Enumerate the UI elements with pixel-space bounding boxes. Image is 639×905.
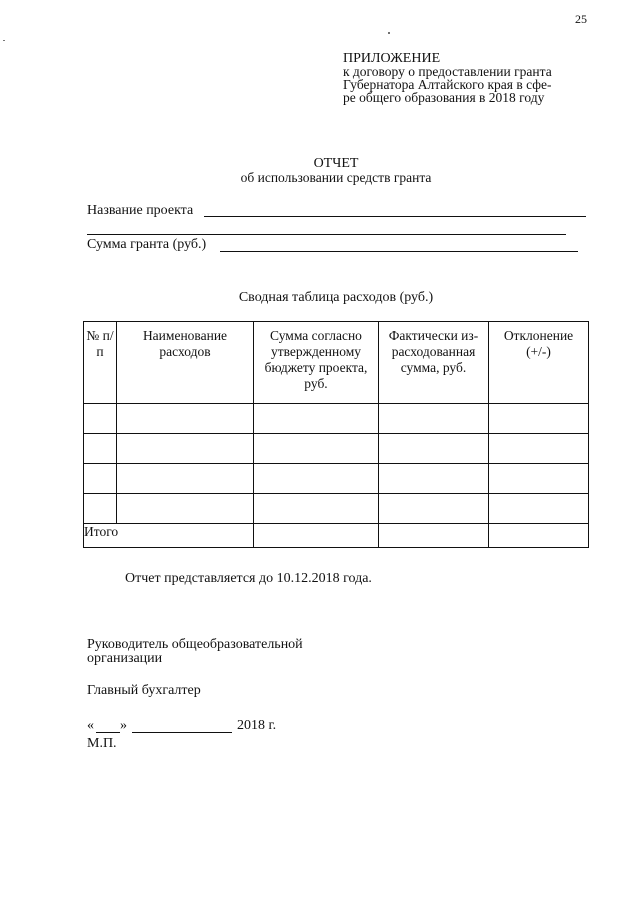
project-name-field[interactable] <box>204 216 586 217</box>
head-title-line: Руководитель общеобразовательной <box>87 637 303 652</box>
table-cell[interactable] <box>84 404 117 434</box>
total-actual-cell[interactable] <box>379 524 489 548</box>
table-cell[interactable] <box>254 434 379 464</box>
table-row <box>84 434 589 464</box>
head-title-line: организации <box>87 651 163 666</box>
table-cell[interactable] <box>254 404 379 434</box>
table-cell[interactable] <box>489 434 589 464</box>
table-cell[interactable] <box>84 494 117 524</box>
head-signature-label <box>87 638 303 666</box>
col-header-expense-name: Наименование расходов <box>117 322 254 404</box>
table-cell[interactable] <box>117 404 254 434</box>
report-subtitle: об использовании средств гранта <box>240 170 432 185</box>
table-cell[interactable] <box>117 464 254 494</box>
table-cell[interactable] <box>117 494 254 524</box>
date-day-field[interactable] <box>96 732 120 733</box>
table-cell[interactable] <box>379 434 489 464</box>
table-total-row <box>84 524 589 548</box>
project-name-label: Название проекта <box>87 203 194 218</box>
date-close-quote: » <box>120 718 127 733</box>
appendix-line: Губернатора Алтайского края в сфе- <box>343 77 552 92</box>
col-header-budget-amount: Сумма согласно утвержденному бюджету проекта, руб. <box>254 322 379 404</box>
appendix-line: к договору о предоставлении гранта <box>343 64 552 79</box>
page-number: 25 <box>575 12 587 26</box>
appendix-heading: ПРИЛОЖЕНИЕ <box>343 51 441 66</box>
date-year: 2018 г. <box>237 718 277 733</box>
table-cell[interactable] <box>254 494 379 524</box>
total-budget-cell[interactable] <box>254 524 379 548</box>
stamp-placeholder: М.П. <box>87 736 117 751</box>
table-cell[interactable] <box>117 434 254 464</box>
table-cell[interactable] <box>489 494 589 524</box>
report-title: ОТЧЕТ <box>313 156 359 171</box>
table-row <box>84 464 589 494</box>
table-header-row <box>84 322 589 404</box>
table-cell[interactable] <box>379 404 489 434</box>
date-open-quote: « <box>87 718 94 733</box>
expenses-table <box>83 321 589 548</box>
deadline-note: Отчет представляется до 10.12.2018 года. <box>125 571 372 586</box>
table-cell[interactable] <box>379 494 489 524</box>
appendix-line: ре общего образования в 2018 году <box>343 90 545 105</box>
table-cell[interactable] <box>84 464 117 494</box>
table-cell[interactable] <box>379 464 489 494</box>
date-month-field[interactable] <box>132 732 232 733</box>
table-cell[interactable] <box>489 404 589 434</box>
accountant-signature-label: Главный бухгалтер <box>87 683 201 698</box>
scan-mark <box>3 40 5 41</box>
table-row <box>84 494 589 524</box>
col-header-deviation: Отклонение (+/-) <box>489 322 589 404</box>
col-header-actual-amount: Фактически из-расходованная сумма, руб. <box>379 322 489 404</box>
table-row <box>84 404 589 434</box>
col-header-number: № п/п <box>84 322 117 404</box>
table-caption: Сводная таблица расходов (руб.) <box>238 290 434 305</box>
table-cell[interactable] <box>489 464 589 494</box>
grant-amount-label: Сумма гранта (руб.) <box>87 237 207 252</box>
project-name-field-continuation[interactable] <box>87 234 566 235</box>
total-label: Итого <box>84 524 254 548</box>
table-cell[interactable] <box>84 434 117 464</box>
grant-amount-field[interactable] <box>220 251 578 252</box>
total-deviation-cell[interactable] <box>489 524 589 548</box>
scan-speck <box>388 32 390 34</box>
appendix-block <box>343 52 603 104</box>
table-cell[interactable] <box>254 464 379 494</box>
